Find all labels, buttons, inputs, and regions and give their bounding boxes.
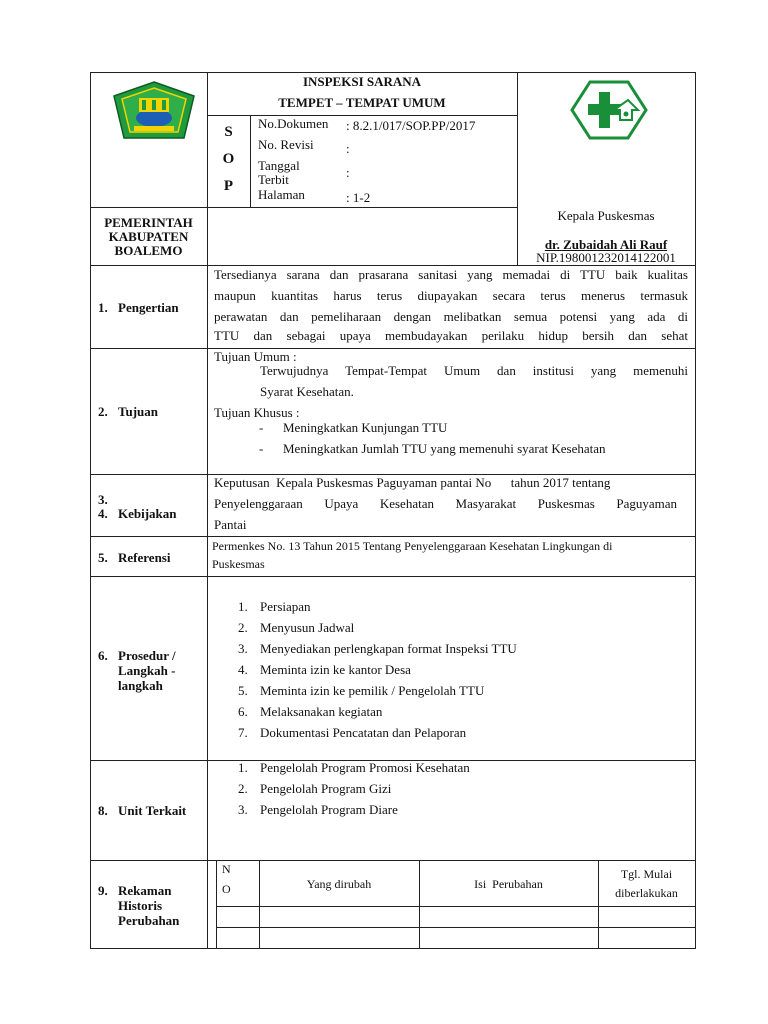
section-number: 1. bbox=[98, 300, 108, 315]
list-item: 5. Meminta izin ke pemilik / Pengelolah TTU bbox=[238, 683, 485, 698]
list-item: 4. Meminta izin ke kantor Desa bbox=[238, 662, 411, 677]
referensi-line1: Permenkes No. 13 Tahun 2015 Tentang Penyelenggaraan Kesehatan Lingkungan di bbox=[212, 539, 613, 553]
list-item: 7. Dokumentasi Pencatatan dan Pelaporan bbox=[238, 725, 467, 740]
sop-letter-p: P bbox=[223, 178, 234, 194]
list-item: 2. Menyusun Jadwal bbox=[238, 620, 355, 635]
section-title-line1: Prosedur / bbox=[118, 648, 176, 663]
section-prosedur-label bbox=[98, 648, 176, 693]
sop-letter-o: O bbox=[222, 151, 235, 167]
section-title: Kebijakan bbox=[118, 506, 177, 521]
section-number: 9. bbox=[98, 883, 108, 898]
field-tanggal-label: Tanggal bbox=[258, 158, 300, 173]
pengertian-line2: maupun kuantitas harus terus diupayakan secara terus menerus termasuk bbox=[214, 288, 688, 303]
history-col-yang-dirubah: Yang dirubah bbox=[306, 877, 372, 891]
field-terbit-label: Terbit bbox=[258, 172, 289, 187]
section-kebijakan-number-empty: 3. bbox=[98, 492, 108, 507]
tujuan-umum-line2: Syarat Kesehatan. bbox=[260, 384, 354, 399]
section-tujuan-label bbox=[98, 404, 158, 419]
field-halaman-value: : 1-2 bbox=[346, 190, 371, 205]
referensi-line2: Puskesmas bbox=[212, 557, 265, 571]
section-title: Pengertian bbox=[118, 300, 179, 315]
kabupaten-logo-icon bbox=[112, 80, 196, 142]
unit-terkait-list bbox=[238, 757, 470, 820]
section-title-line3: Perubahan bbox=[118, 913, 180, 928]
history-col-no-line1: N bbox=[222, 862, 231, 876]
kebijakan-line3: Pantai bbox=[214, 517, 247, 532]
list-item: 6. Melaksanakan kegiatan bbox=[238, 704, 383, 719]
section-referensi-label bbox=[98, 550, 170, 565]
tujuan-khusus-item2: Meningkatkan Jumlah TTU yang memenuhi syarat Kesehatan bbox=[283, 441, 606, 456]
head-nip: NIP.198001232014122001 bbox=[536, 250, 676, 265]
section-title-line3: langkah bbox=[118, 678, 163, 693]
list-item: 2. Pengelolah Program Gizi bbox=[238, 781, 392, 796]
tujuan-khusus-item1: Meningkatkan Kunjungan TTU bbox=[283, 420, 448, 435]
list-item: 1. Persiapan bbox=[238, 599, 311, 614]
government-line2: KABUPATEN bbox=[108, 229, 189, 244]
field-no-dokumen-value: : 8.2.1/017/SOP.PP/2017 bbox=[346, 118, 476, 133]
history-col-isi-perubahan: Isi Perubahan bbox=[474, 877, 543, 891]
document-title-line1: INSPEKSI SARANA bbox=[302, 74, 422, 89]
section-number: 2. bbox=[98, 404, 108, 419]
puskesmas-logo-icon bbox=[570, 80, 648, 140]
field-no-revisi-label: No. Revisi bbox=[258, 137, 314, 152]
government-line3: BOALEMO bbox=[114, 243, 183, 258]
prosedur-steps bbox=[238, 596, 517, 743]
field-no-revisi-value: : bbox=[346, 141, 350, 156]
history-col-no-line2: O bbox=[222, 882, 231, 896]
section-number: 4. bbox=[98, 506, 108, 521]
list-item: 1. Pengelolah Program Promosi Kesehatan bbox=[238, 760, 470, 775]
tujuan-khusus-dash: - bbox=[259, 420, 264, 435]
pengertian-line4: TTU dan sebagai upaya membudayakan perilaku hidup bersih dan sehat bbox=[214, 328, 688, 343]
tujuan-umum-line1: Terwujudnya Tempat-Tempat Umum dan institusi yang memenuhi bbox=[260, 363, 688, 378]
section-unit-terkait-label bbox=[98, 803, 186, 818]
field-halaman-label: Halaman bbox=[258, 187, 305, 202]
section-rekaman-label bbox=[98, 883, 179, 928]
list-item: 3. Menyediakan perlengkapan format Inspeksi TTU bbox=[238, 641, 517, 656]
section-title: Unit Terkait bbox=[118, 803, 187, 818]
section-title-line1: Rekaman bbox=[118, 883, 172, 898]
section-kebijakan-label bbox=[98, 506, 177, 521]
document-title-line2: TEMPET – TEMPAT UMUM bbox=[278, 95, 446, 110]
section-title: Tujuan bbox=[118, 404, 158, 419]
tujuan-khusus-heading: Tujuan Khusus : bbox=[214, 405, 300, 420]
section-title-line2: Langkah - bbox=[118, 663, 176, 678]
kebijakan-line2: Penyelenggaraan Upaya Kesehatan Masyarakat Puskesmas Paguyaman bbox=[214, 496, 677, 511]
section-number: 8. bbox=[98, 803, 108, 818]
section-title: Referensi bbox=[118, 550, 171, 565]
field-tanggal-value: : bbox=[346, 165, 350, 180]
list-item: 3. Pengelolah Program Diare bbox=[238, 802, 398, 817]
history-col-tgl-line2: diberlakukan bbox=[615, 886, 678, 900]
kebijakan-line1: Keputusan Kepala Puskesmas Paguyaman pantai No tahun 2017 tentang bbox=[214, 475, 611, 490]
section-number: 6. bbox=[98, 648, 108, 663]
history-col-tgl-line1: Tgl. Mulai bbox=[620, 867, 673, 881]
tujuan-umum-heading: Tujuan Umum : bbox=[214, 349, 297, 364]
section-number: 5. bbox=[98, 550, 108, 565]
head-title: Kepala Puskesmas bbox=[557, 208, 655, 223]
government-line1: PEMERINTAH bbox=[104, 215, 193, 230]
section-pengertian-label bbox=[98, 300, 179, 315]
pengertian-line3: perawatan dan pemeliharaan dengan melibatkan semua potensi yang ada di bbox=[214, 309, 688, 324]
head-name: dr. Zubaidah Ali Rauf bbox=[544, 237, 668, 252]
sop-letter-s: S bbox=[224, 124, 233, 140]
pengertian-line1: Tersedianya sarana dan prasarana sanitasi yang memadai di TTU baik kualitas bbox=[214, 267, 688, 282]
tujuan-khusus-dash: - bbox=[259, 441, 264, 456]
field-no-dokumen-label: No.Dokumen bbox=[258, 116, 329, 131]
section-title-line2: Historis bbox=[118, 898, 163, 913]
